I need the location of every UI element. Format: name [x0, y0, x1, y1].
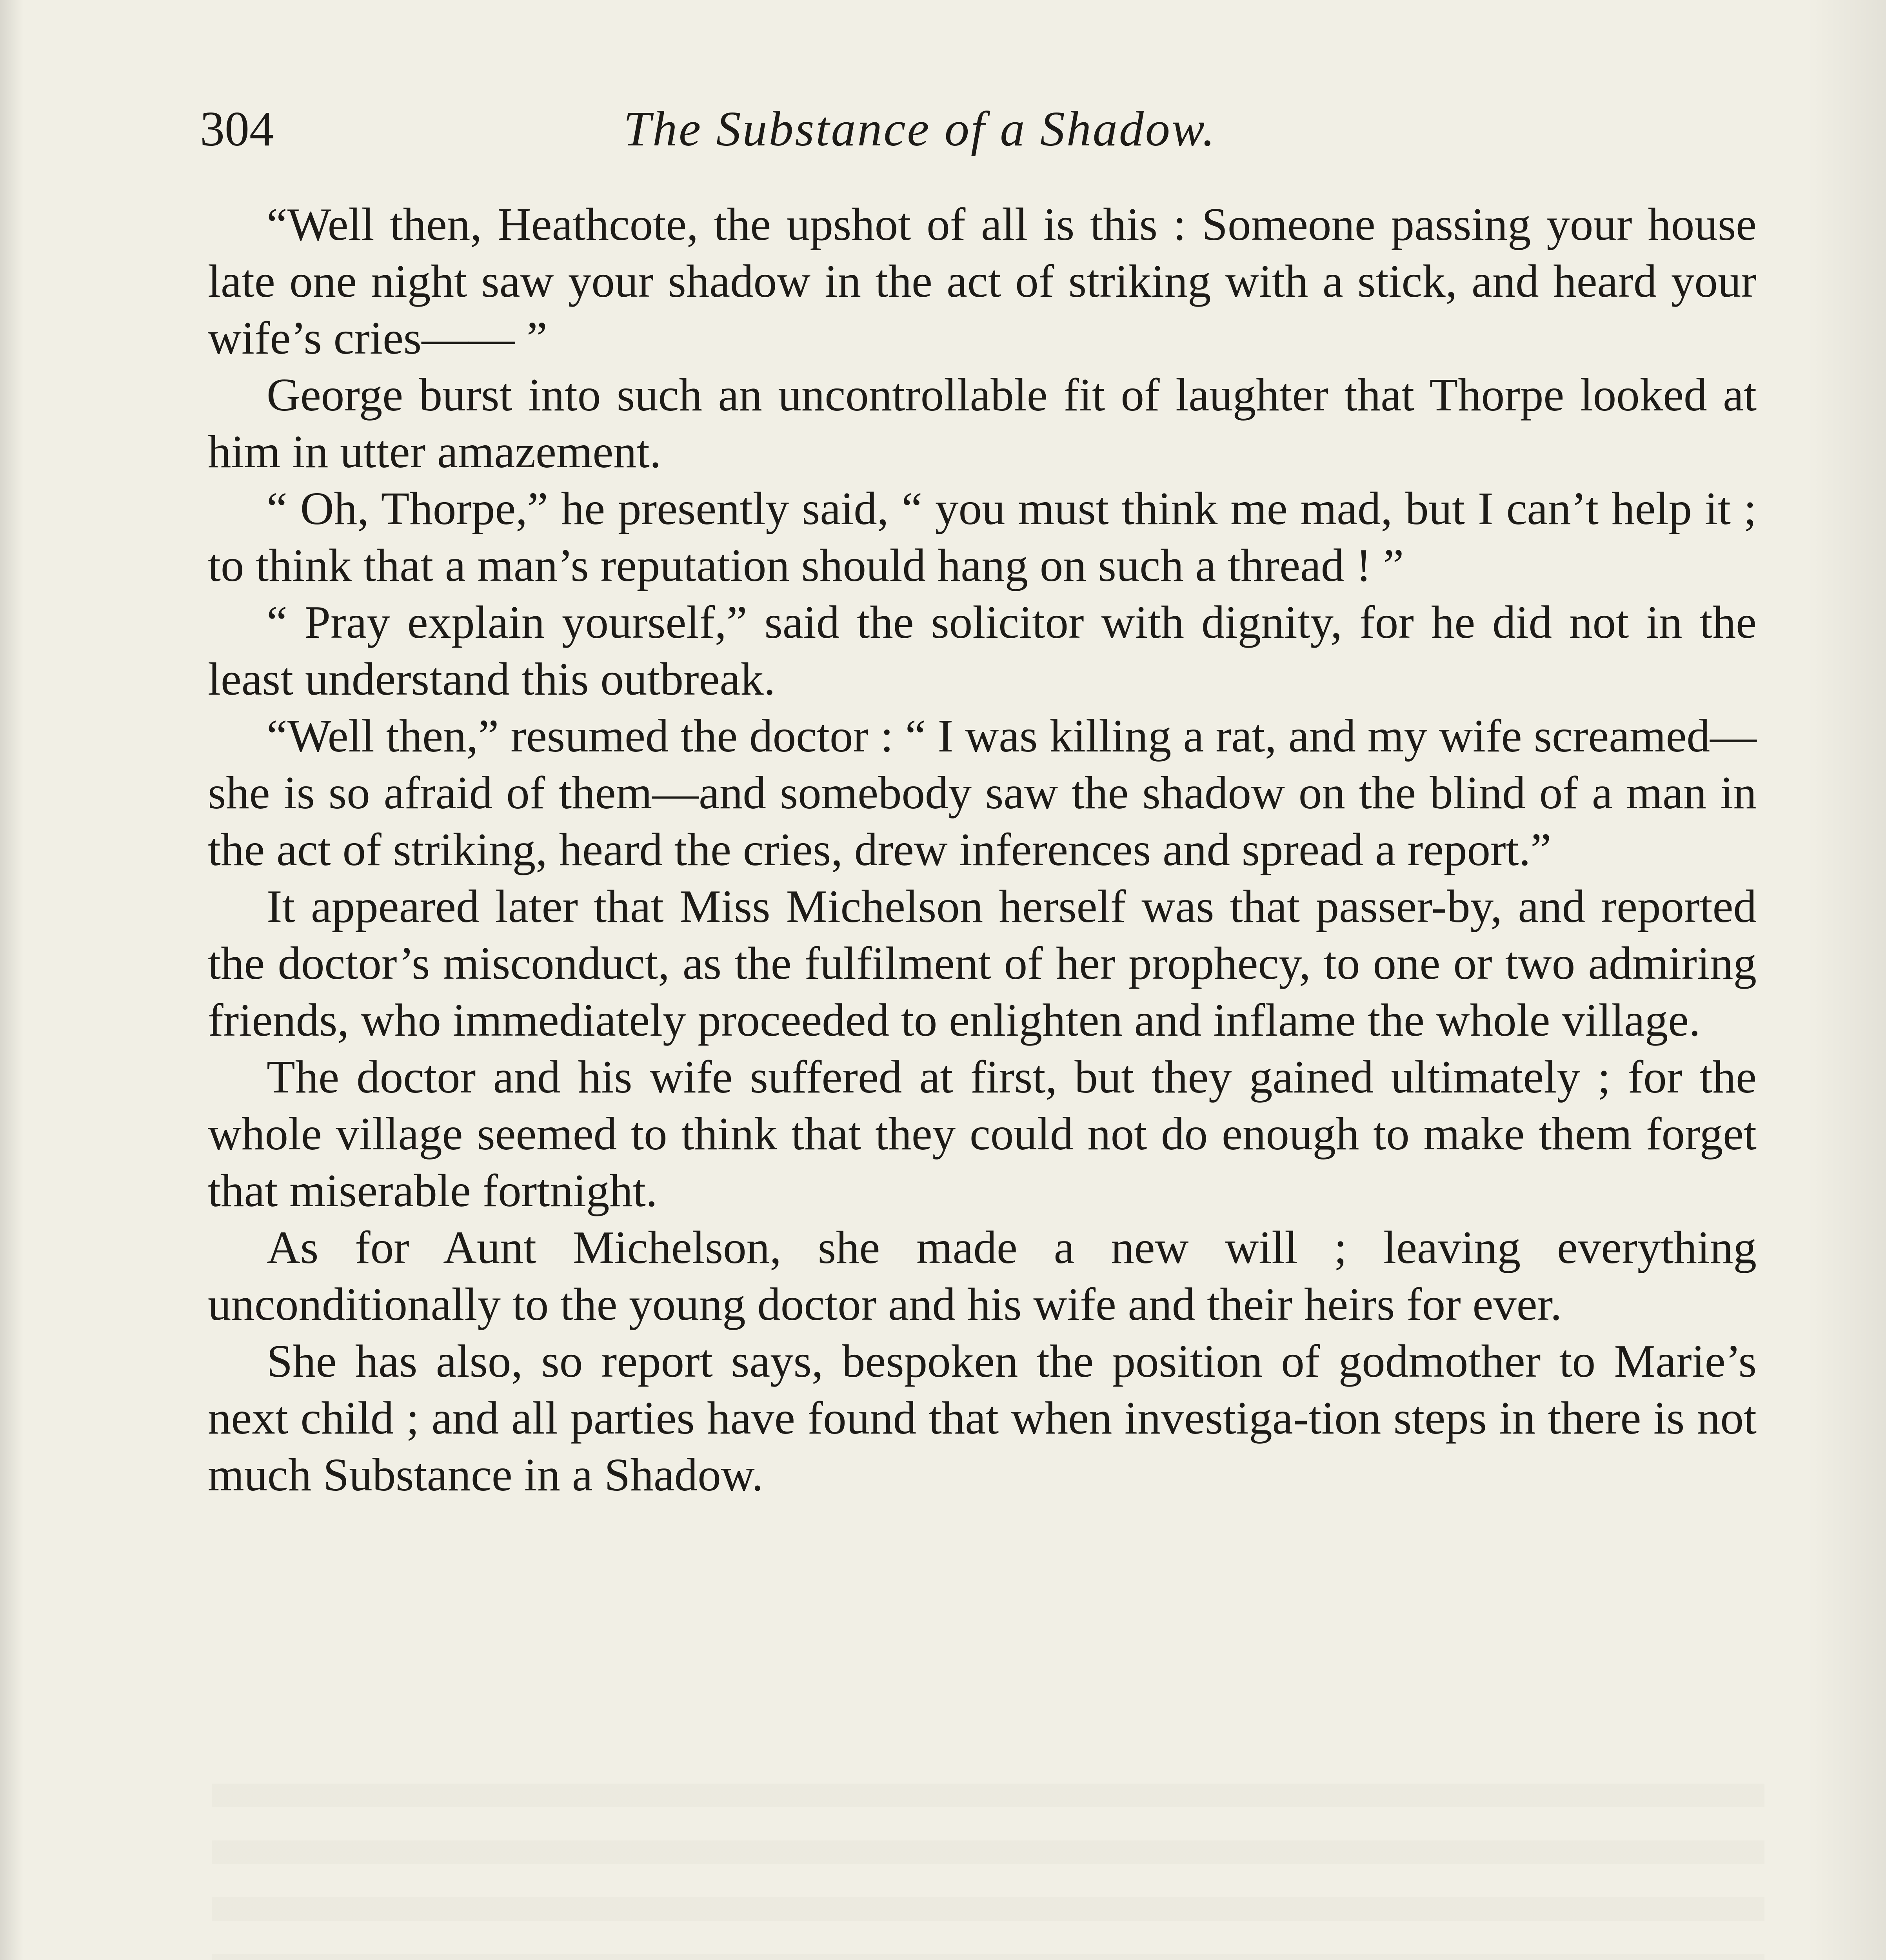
paragraph: “Well then, Heathcote, the upshot of all is this : Someone passing your house late one night saw your shadow in the act of striking with a stick, and heard your wife’s cries—— ”: [208, 198, 1757, 364]
paragraph: George burst into such an uncontrollable fit of laughter that Thorpe looked at him in utter amazement.: [208, 369, 1757, 477]
body-text: [208, 196, 1757, 1503]
paragraph: As for Aunt Michelson, she made a new will ; leaving everything unconditionally to the young doctor and his wife and their heirs for ever.: [208, 1221, 1757, 1330]
paragraph: “ Pray explain yourself,” said the solicitor with dignity, for he did not in the least understand this outbreak.: [208, 596, 1757, 705]
paragraph: She has also, so report says, bespoken the position of godmother to Marie’s next child ; and all parties have found that when investiga-tion steps in there is not much Substance in a Shadow.: [208, 1335, 1757, 1501]
paragraph: “ Oh, Thorpe,” he presently said, “ you must think me mad, but I can’t help it ; to think that a man’s reputation should hang on such a thread ! ”: [208, 483, 1757, 591]
running-title: The Substance of a Shadow.: [623, 102, 1217, 156]
page-number: 304: [200, 102, 274, 156]
page-header: [200, 94, 1753, 165]
bleed-through-texture: [212, 1784, 1764, 1960]
paragraph: The doctor and his wife suffered at first, but they gained ultimately ; for the whole village seemed to think that they could not do enough to make them forget that miserable fortnight.: [208, 1051, 1757, 1216]
paragraph: “Well then,” resumed the doctor : “ I was killing a rat, and my wife screamed—she is so afraid of them—and somebody saw the shadow on the blind of a man in the act of striking, heard the cries, drew inferences and spread a report.”: [208, 710, 1757, 875]
paragraph: It appeared later that Miss Michelson herself was that passer-by, and reported the doctor’s misconduct, as the fulfilment of her prophecy, to one or two admiring friends, who immediately proceeded to enlighten and inflame the whole village.: [208, 880, 1757, 1046]
